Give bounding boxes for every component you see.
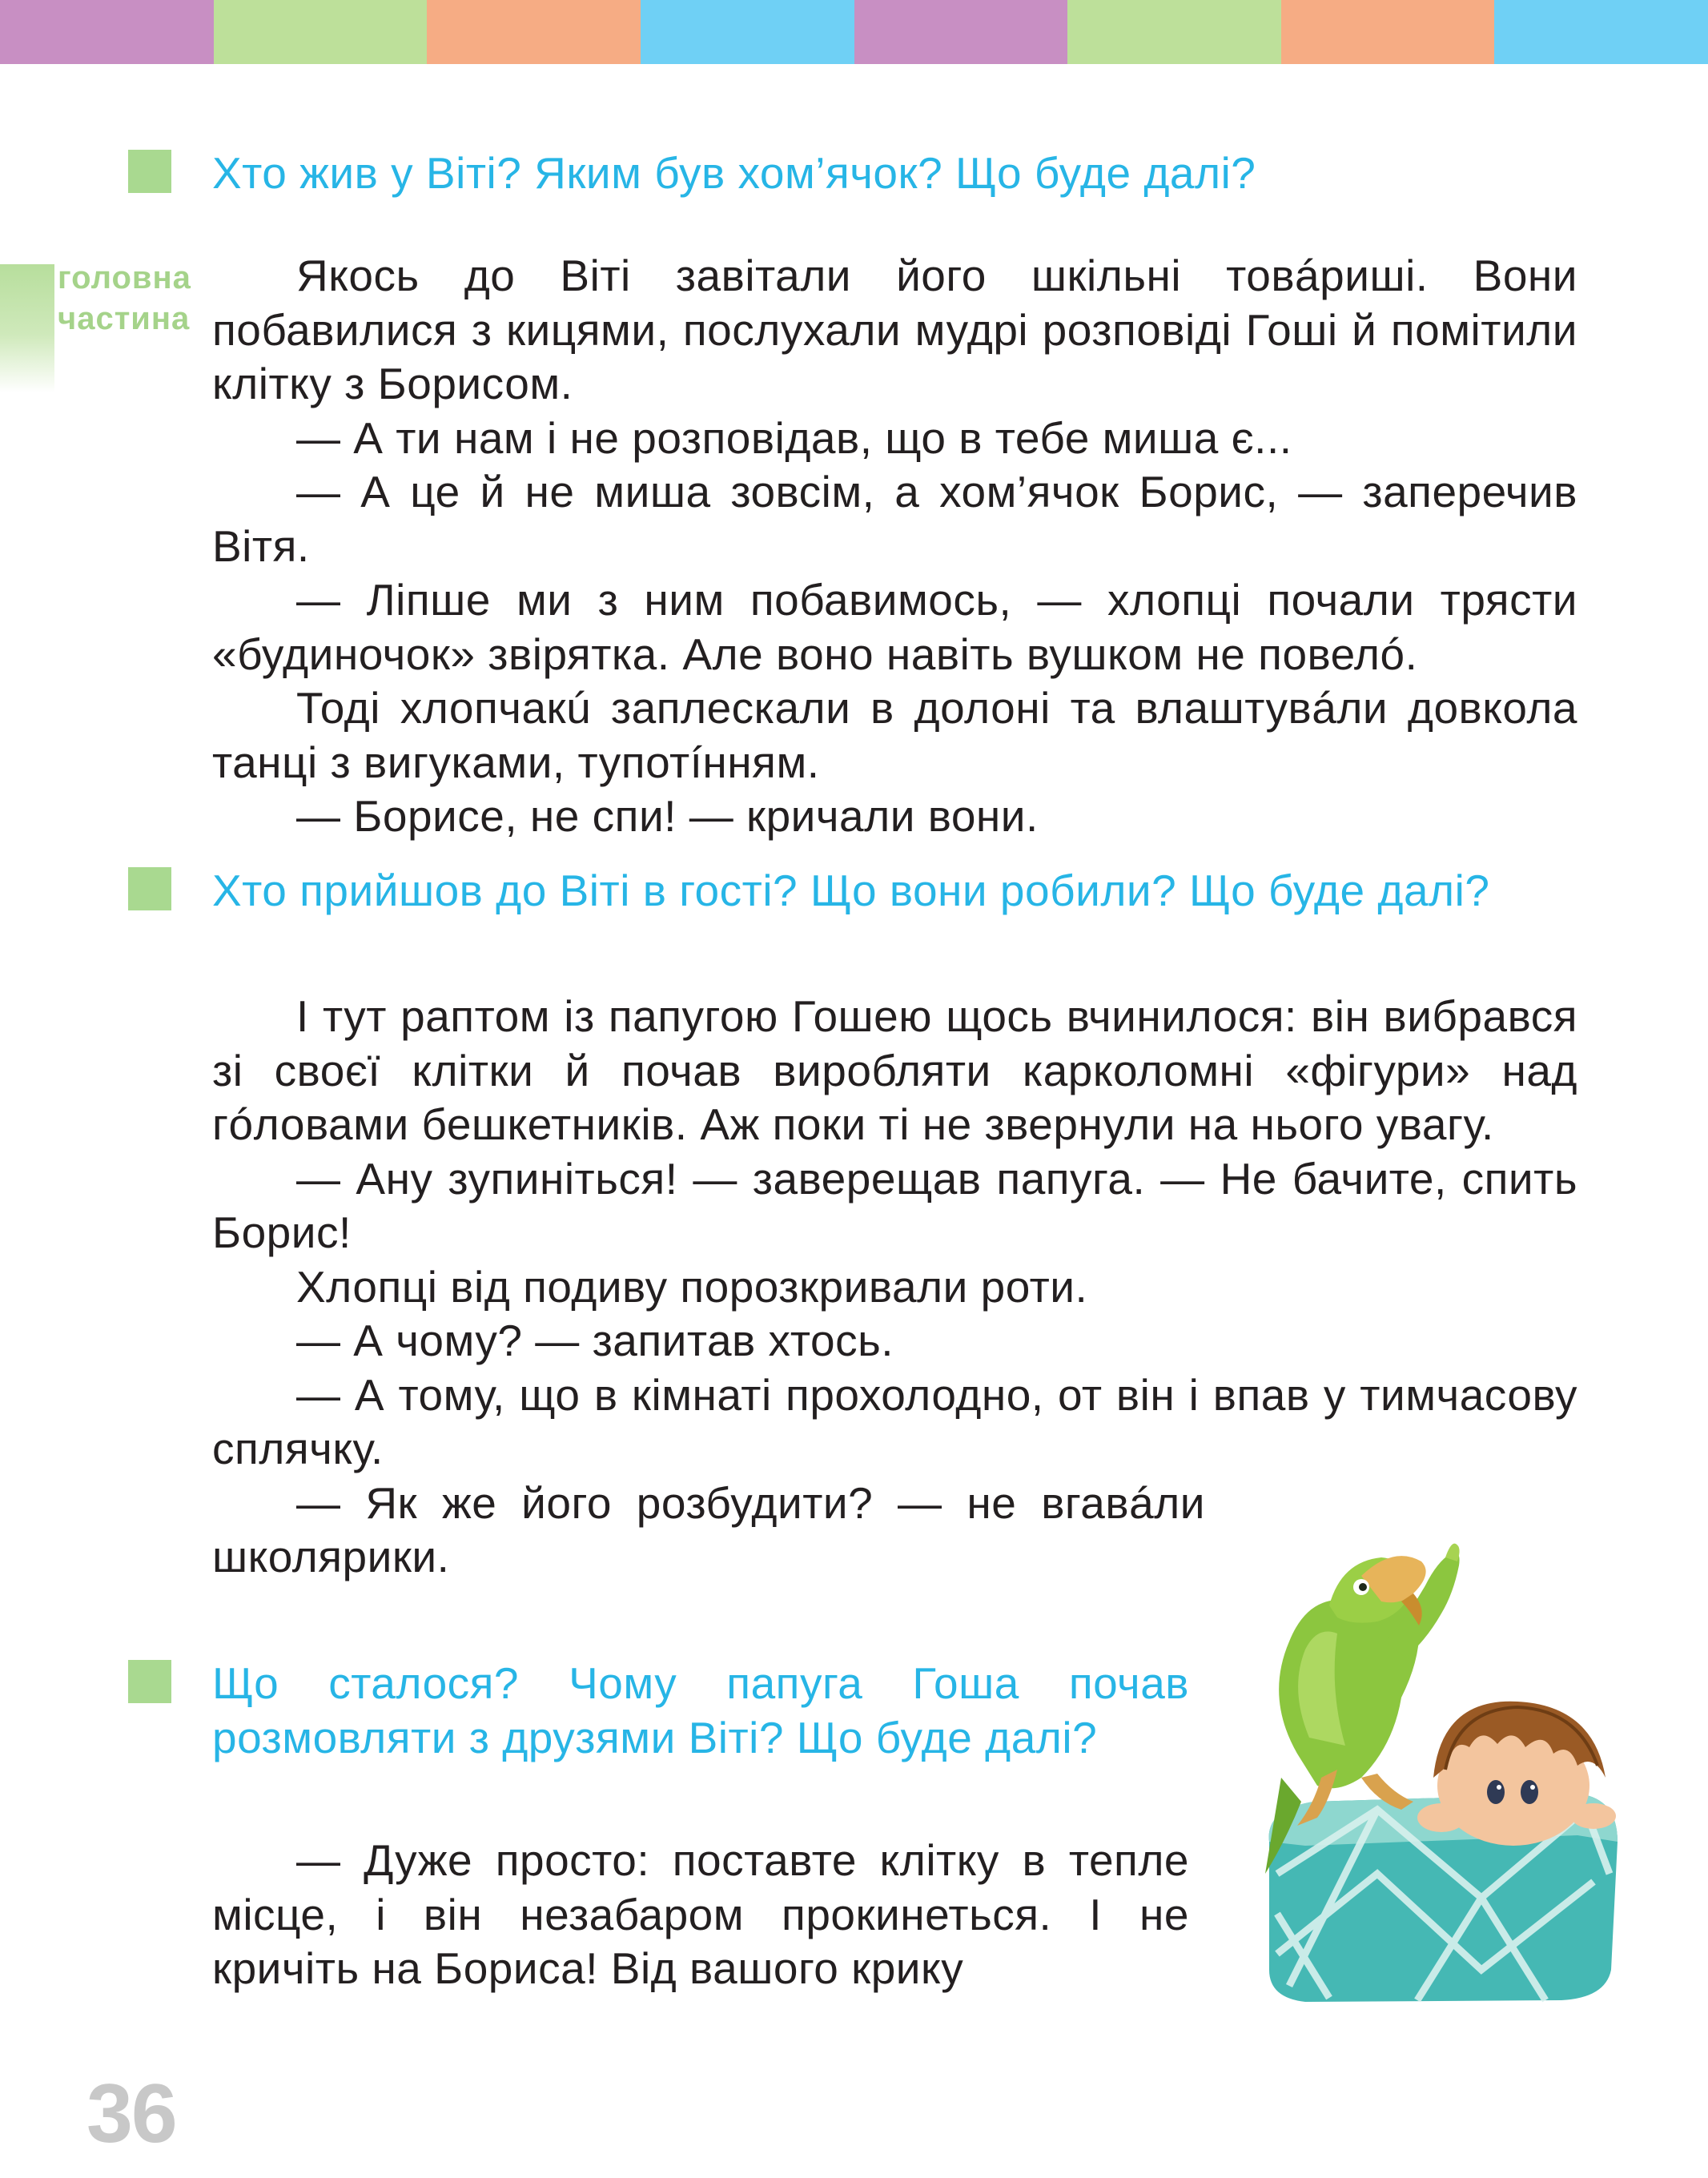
paragraph: — Дуже просто: поставте клітку в тепле місце, і він незабаром прокинеться. І не кричіть на Бориса! Від вашого крику [212, 1835, 1189, 1993]
story-block-3 [212, 1834, 1189, 1996]
stripe-segment [641, 0, 854, 64]
section-label-line-1: головна [58, 260, 191, 295]
paragraph: — Як же його розбудити? — не вгавáли школярики. [212, 1477, 1205, 1581]
story-block-2 [212, 990, 1577, 1585]
question-3: Що сталося? Чому папуга Гоша почав розмовляти з друзями Віті? Що буде далі? [212, 1658, 1189, 1762]
paragraph: — А це й не миша зовсім, а хом’ячок Борис, — заперечив Вітя. [212, 467, 1577, 571]
paragraph: — Ану зупиніться! — заверещав папуга. — Не бачите, спить Борис! [212, 1153, 1577, 1257]
paragraph: — А ти нам і не розповідав, що в тебе миша є... [296, 412, 1292, 463]
question-marker-square [128, 867, 171, 910]
stripe-segment [0, 0, 214, 64]
paragraph: Хлопці від подиву порозкривали роти. [296, 1261, 1088, 1312]
paragraph: — Ліпше ми з ним побавимось, — хлопці почали трясти «будиночок» звірятка. Але воно навіть вушком не повелó. [212, 575, 1577, 679]
parrot-and-boy-illustration [1241, 1537, 1642, 2010]
stripe-segment [214, 0, 428, 64]
paragraph: Тоді хлопчакú заплескали в долоні та влаштувáли довкола танці з вигуками, тупотíнням. [212, 683, 1577, 787]
stripe-segment [1494, 0, 1708, 64]
paragraph: — А тому, що в кімнаті прохолодно, от він і впав у тимчасову сплячку. [212, 1369, 1577, 1473]
page-number: 36 [86, 2067, 176, 2160]
stripe-segment [1281, 0, 1495, 64]
paragraph: — Борисе, не спи! — кричали вони. [296, 791, 1039, 841]
stripe-segment [427, 0, 641, 64]
question-2: Хто прийшов до Віті в гості? Що вони робили? Що буде далі? [212, 866, 1490, 915]
stripe-segment [854, 0, 1068, 64]
stripe-segment [1067, 0, 1281, 64]
question-marker-square [128, 150, 171, 193]
paragraph: — А чому? — запитав хтось. [296, 1316, 894, 1365]
question-1: Хто жив у Віті? Яким був хом’ячок? Що буде далі? [212, 148, 1256, 198]
paragraph: І тут раптом із папугою Гошею щось вчинилося: він вибрався зі своєї клітки й почав виробляти карколомні «фігури» над гóловами бешкетників. Аж поки ті не звернули на нього увагу. [212, 991, 1577, 1149]
story-block-1 [212, 249, 1577, 844]
boy-head-shape [1417, 1702, 1616, 1846]
section-label [58, 258, 206, 340]
paragraph: Якось до Віті завітали його шкільні товáриші. Вони побавилися з кицями, послухали мудрі розповіді Гоші й помітили клітку з Борисом. [212, 251, 1577, 408]
top-color-stripe [0, 0, 1708, 64]
section-tab [0, 264, 54, 392]
section-label-line-2: частина [58, 301, 191, 336]
question-marker-square [128, 1660, 171, 1703]
